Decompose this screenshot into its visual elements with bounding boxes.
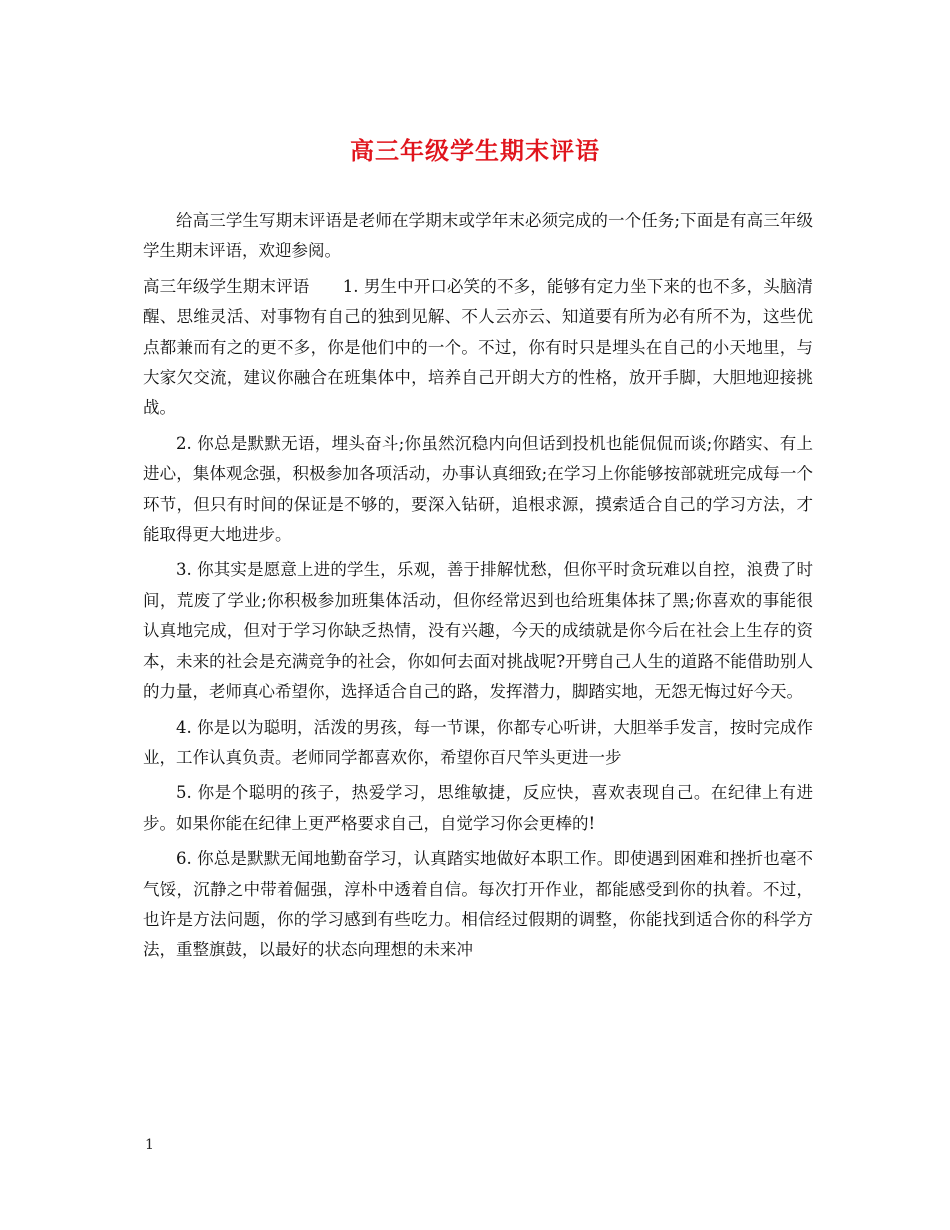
comment-paragraph-4: 4. 你是以为聪明，活泼的男孩，每一节课，你都专心听讲，大胆举手发言，按时完成作业，工作认真负责。老师同学都喜欢你，希望你百尺竿头更进一步 [143,717,813,767]
comment-paragraph-3: 3. 你其实是愿意上进的学生，乐观，善于排解忧愁，但你平时贪玩难以自控，浪费了时间，荒废了学业;你积极参加班集体活动，但你经常迟到也给班集体抹了黑;你喜欢的事能很认真地完成，但对于学习你缺乏热情，没有兴趣，今天的成绩就是你今后在社会上生存的资本，未来的社会是充满竞争的社会，你如何去面对挑战呢?开劈自己人生的道路不能借助别人的力量，老师真心希望你，选择适合自己的路，发挥潜力，脚踏实地，无怨无悔过好今天。 [143,560,813,702]
intro-paragraph: 给高三学生写期末评语是老师在学期末或学年末必须完成的一个任务;下面是有高三年级学生期末评语，欢迎参阅。 [143,211,813,261]
document-title: 高三年级学生期末评语 [350,137,600,165]
comment-paragraph-2: 2. 你总是默默无语，埋头奋斗;你虽然沉稳内向但话到投机也能侃侃而谈;你踏实、有上进心，集体观念强，积极参加各项活动，办事认真细致;在学习上你能够按部就班完成每一个环节，但只有时间的保证是不够的，要深入钻研，追根求源，摸索适合自己的学习方法，才能取得更大地进步。 [143,433,813,545]
comment-paragraph-6: 6. 你总是默默无闻地勤奋学习，认真踏实地做好本职工作。即使遇到困难和挫折也毫不气馁，沉静之中带着倔强，淳朴中透着自信。每次打开作业，都能感受到你的执着。不过，也许是方法问题，你的学习感到有些吃力。相信经过假期的调整，你能找到适合你的科学方法，重整旗鼓，以最好的状态向理想的未来冲 [143,849,813,960]
document-body [143,206,813,971]
comment-paragraph-1: 高三年级学生期末评语 1. 男生中开口必笑的不多，能够有定力坐下来的也不多，头脑清醒、思维灵活、对事物有自己的独到见解、不人云亦云、知道要有所为必有所不为，这些优点都兼而有之的更不多，你是他们中的一个。不过，你有时只是埋头在自己的小天地里，与大家欠交流，建议你融合在班集体中，培养自己开朗大方的性格，放开手脚，大胆地迎接挑战。 [143,276,813,418]
page-number: 1 [145,1137,154,1153]
comment-paragraph-5: 5. 你是个聪明的孩子，热爱学习，思维敏捷，反应快，喜欢表现自己。在纪律上有进步。如果你能在纪律上更严格要求自己，自觉学习你会更棒的! [143,783,813,833]
